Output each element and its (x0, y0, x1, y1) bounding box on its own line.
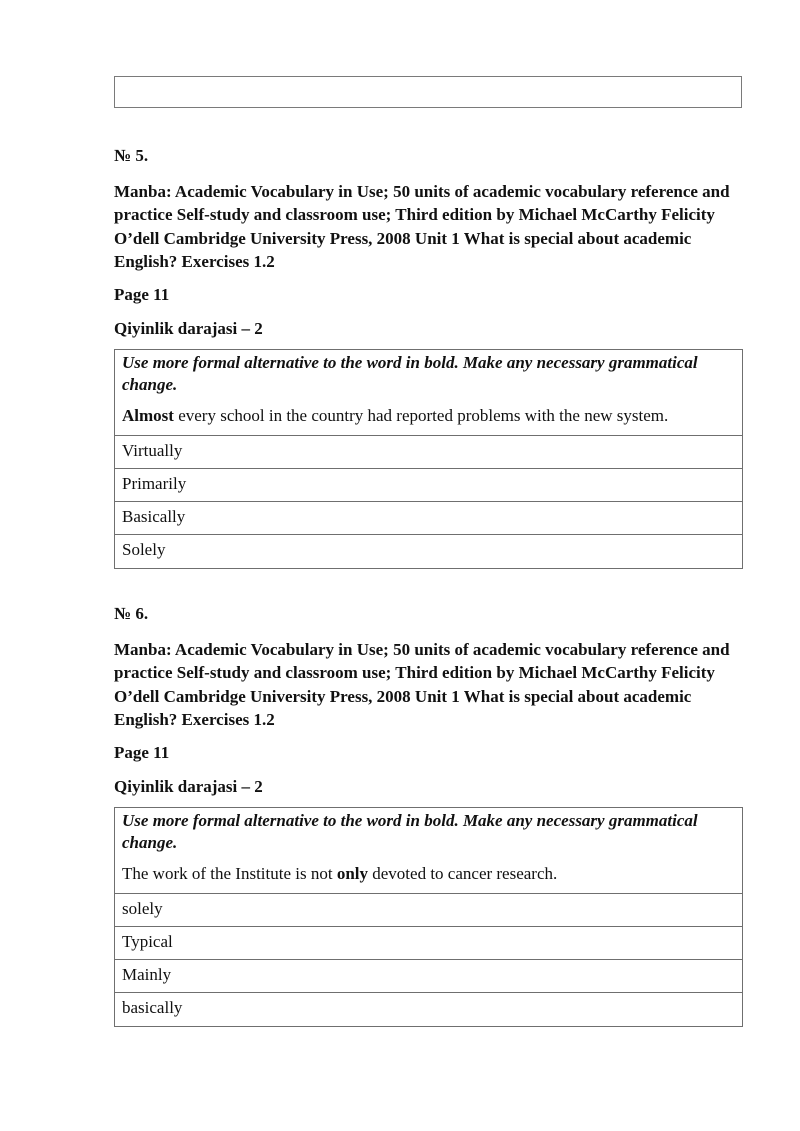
question-table (114, 349, 743, 569)
sentence-before: The work of the Institute is not (122, 864, 337, 884)
question-prompt (115, 350, 742, 436)
answer-option[interactable]: Solely (122, 540, 166, 560)
question-table (114, 807, 743, 1027)
question-6 (114, 604, 744, 1027)
question-instruction: Use more formal alternative to the word in bold. Make any necessary grammatical change. (122, 353, 698, 395)
sentence-after: devoted to cancer research. (368, 864, 558, 884)
answer-option[interactable]: Primarily (115, 469, 742, 502)
question-sentence (122, 406, 735, 426)
bold-word: Almost (122, 406, 174, 426)
question-sentence (122, 864, 735, 884)
question-page: Page 11 (114, 743, 170, 763)
question-number: № 6. (114, 604, 149, 623)
question-5 (114, 146, 744, 569)
bold-word: only (336, 864, 369, 884)
difficulty-level: Qiyinlik darajasi – 2 (114, 319, 263, 339)
sentence-after: every school in the country had reported problems with the new system. (173, 406, 669, 426)
difficulty-level: Qiyinlik darajasi – 2 (114, 777, 263, 797)
question-number: № 5. (114, 146, 149, 165)
question-source: Manba: Academic Vocabulary in Use; 50 units of academic vocabulary reference and practice Self-study and classroom use; Third edition by Michael McCarthy Felicity O’dell Cambridge University Press, 2008 Unit 1 What is special about academic English? Exercises 1.2 (114, 182, 730, 271)
answer-option[interactable]: Virtually (115, 436, 742, 469)
question-page: Page 11 (114, 285, 170, 305)
question-prompt (115, 808, 742, 894)
answer-option[interactable]: basically (122, 998, 183, 1018)
answer-option[interactable]: solely (115, 894, 742, 927)
question-source: Manba: Academic Vocabulary in Use; 50 units of academic vocabulary reference and practice Self-study and classroom use; Third edition by Michael McCarthy Felicity O’dell Cambridge University Press, 2008 Unit 1 What is special about academic English? Exercises 1.2 (114, 640, 730, 729)
question-instruction: Use more formal alternative to the word in bold. Make any necessary grammatical change. (122, 811, 698, 853)
answer-option[interactable]: Mainly (115, 960, 742, 993)
empty-answer-box (114, 76, 742, 108)
answer-option[interactable]: Typical (115, 927, 742, 960)
answer-option[interactable]: Basically (115, 502, 742, 535)
